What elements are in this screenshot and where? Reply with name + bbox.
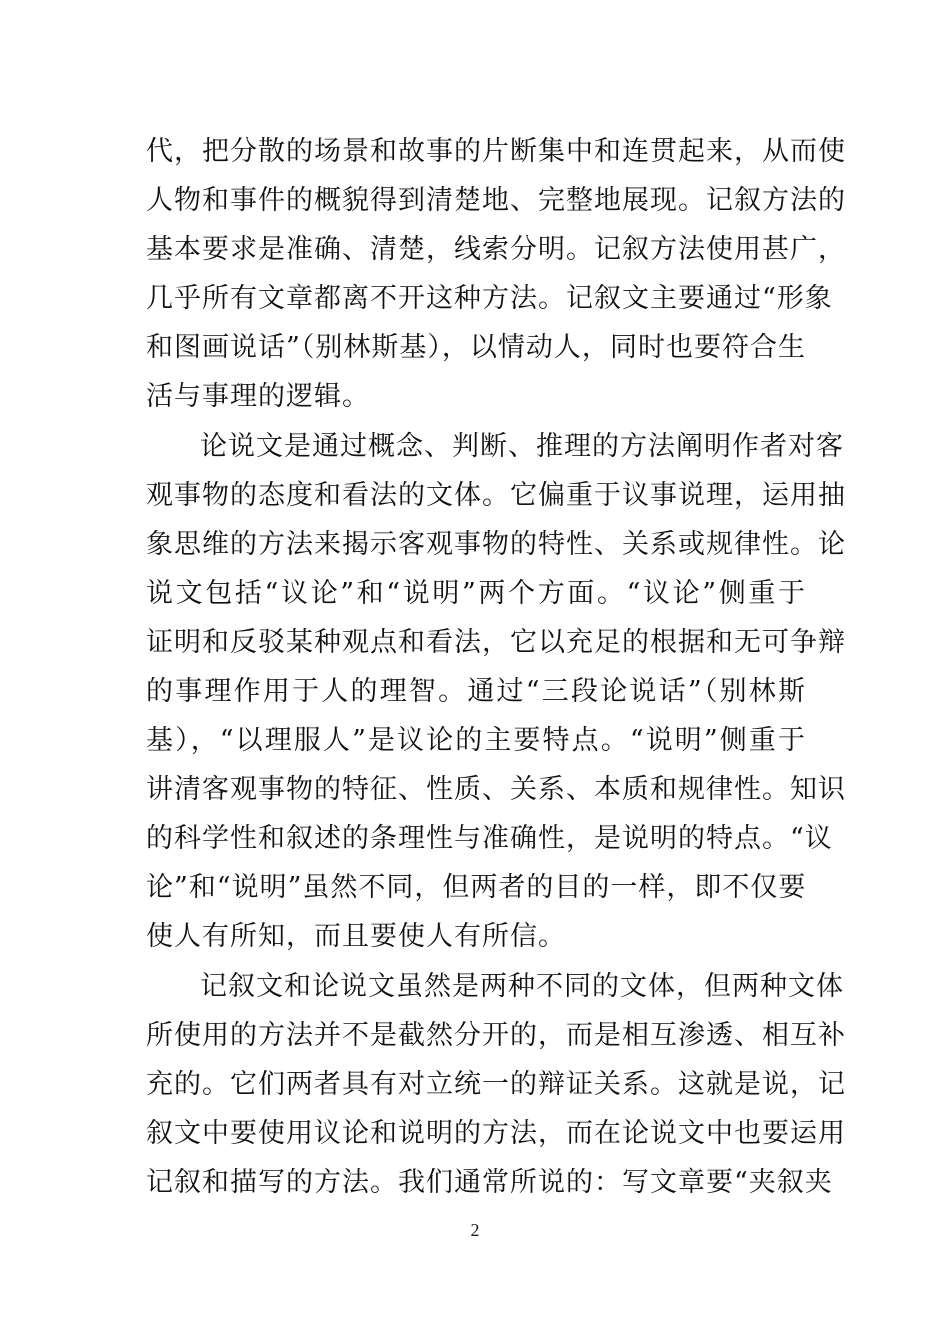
text-line: 论说文是通过概念、判断、推理的方法阐明作者对客	[200, 431, 844, 462]
text-line: 基），“以理服人”是议论的主要特点。“说明”侧重于	[146, 725, 806, 756]
text-line: 几乎所有文章都离不开这种方法。记叙文主要通过“形象	[146, 283, 833, 314]
text-line: 证明和反驳某种观点和看法，它以充足的根据和无可争辩	[146, 627, 846, 658]
text-line: 观事物的态度和看法的文体。它偏重于议事说理，运用抽	[146, 480, 846, 511]
text-line: 活与事理的逻辑。	[146, 381, 370, 412]
text-line: 所使用的方法并不是截然分开的，而是相互渗透、相互补	[146, 1020, 846, 1051]
text-line: 讲清客观事物的特征、性质、关系、本质和规律性。知识	[146, 774, 846, 805]
text-line: 的事理作用于人的理智。通过“三段论说话”（别林斯	[146, 676, 806, 707]
text-line: 和图画说话”（别林斯基），以情动人，同时也要符合生	[146, 332, 806, 363]
text-line: 叙文中要使用议论和说明的方法，而在论说文中也要运用	[146, 1118, 846, 1149]
text-line: 基本要求是准确、清楚，线索分明。记叙方法使用甚广，	[146, 234, 846, 265]
text-line: 使人有所知，而且要使人有所信。	[146, 921, 566, 952]
text-line: 记叙文和论说文虽然是两种不同的文体，但两种文体	[200, 971, 844, 1002]
text-line: 象思维的方法来揭示客观事物的特性、关系或规律性。论	[146, 529, 846, 560]
text-line: 充的。它们两者具有对立统一的辩证关系。这就是说，记	[146, 1069, 846, 1100]
text-line: 记叙和描写的方法。我们通常所说的：写文章要“夹叙夹	[146, 1167, 833, 1198]
text-line: 论”和“说明”虽然不同，但两者的目的一样，即不仅要	[146, 872, 807, 903]
page-number: 2	[470, 1220, 480, 1240]
text-line: 代，把分散的场景和故事的片断集中和连贯起来，从而使	[146, 136, 846, 167]
text-line: 说文包括“议论”和“说明”两个方面。“议论”侧重于	[146, 578, 806, 609]
text-line: 的科学性和叙述的条理性与准确性，是说明的特点。“议	[146, 823, 833, 854]
text-line: 人物和事件的概貌得到清楚地、完整地展现。记叙方法的	[146, 185, 846, 216]
